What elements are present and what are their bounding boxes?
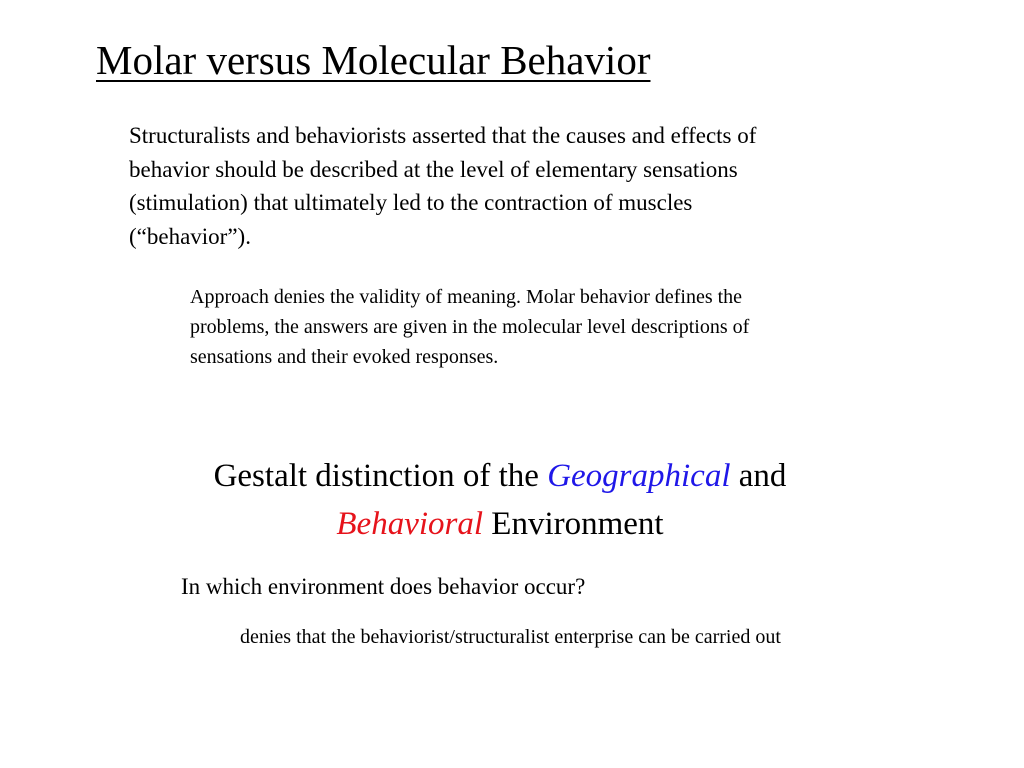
paragraph-line: (stimulation) that ultimately led to the contraction of muscles bbox=[129, 190, 693, 215]
paragraph-line: sensations and their evoked responses. bbox=[190, 346, 499, 368]
heading-line-1 bbox=[120, 452, 880, 500]
paragraph-line: Structuralists and behaviorists asserted that the causes and effects of bbox=[129, 123, 757, 148]
heading-suffix: Environment bbox=[483, 506, 664, 542]
heading-middle: and bbox=[730, 458, 787, 494]
slide-title: Molar versus Molecular Behavior bbox=[96, 37, 651, 83]
heading-prefix: Gestalt distinction of the bbox=[213, 458, 548, 494]
paragraph-line: behavior should be described at the level of elementary sensations bbox=[129, 156, 738, 182]
geographical-term: Geographical bbox=[547, 458, 731, 494]
paragraph-line: Approach denies the validity of meaning. Molar behavior defines the bbox=[190, 286, 743, 308]
gestalt-heading bbox=[120, 452, 880, 548]
denial-statement: denies that the behaviorist/structuralist enterprise can be carried out bbox=[240, 626, 781, 648]
structuralists-paragraph bbox=[129, 119, 919, 253]
paragraph-line: problems, the answers are given in the molecular level descriptions of bbox=[190, 316, 750, 338]
paragraph-line: (“behavior”). bbox=[129, 223, 251, 249]
heading-line-2 bbox=[120, 500, 880, 548]
approach-paragraph bbox=[190, 282, 930, 372]
environment-question: In which environment does behavior occur? bbox=[181, 574, 586, 599]
behavioral-term: Behavioral bbox=[336, 506, 484, 542]
